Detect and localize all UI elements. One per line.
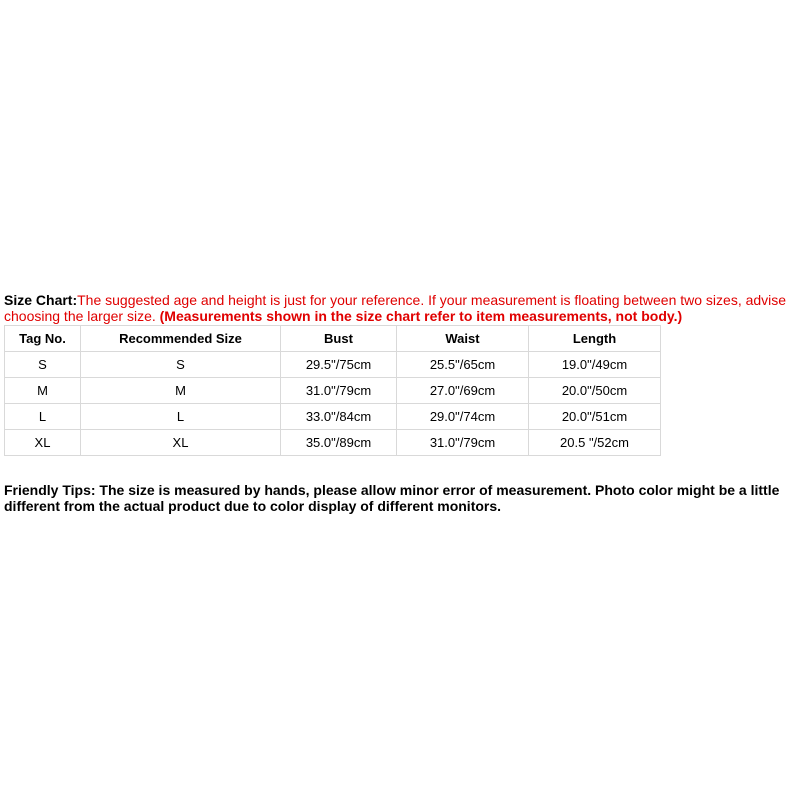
size-chart-intro xyxy=(4,292,794,324)
cell-waist: 29.0"/74cm xyxy=(397,404,529,430)
table-row xyxy=(5,352,661,378)
size-chart-description: The suggested age and height is just for your reference. If your measurement is floating between two sizes, advise choosing the larger size. xyxy=(4,292,787,324)
size-chart-note: (Measurements shown in the size chart refer to item measurements, not body.) xyxy=(159,308,683,324)
cell-recommended-size: M xyxy=(81,378,281,404)
cell-bust: 29.5"/75cm xyxy=(281,352,397,378)
header-bust: Bust xyxy=(281,326,397,352)
cell-tag-no: M xyxy=(5,378,81,404)
cell-waist: 25.5"/65cm xyxy=(397,352,529,378)
table-row xyxy=(5,378,661,404)
cell-tag-no: S xyxy=(5,352,81,378)
cell-length: 20.0"/51cm xyxy=(529,404,661,430)
cell-length: 20.5 "/52cm xyxy=(529,430,661,456)
cell-recommended-size: L xyxy=(81,404,281,430)
friendly-tips: Friendly Tips: The size is measured by hands, please allow minor error of measurement. Photo color might be a little different from the actual product due to color display of different monitors. xyxy=(4,482,780,514)
cell-waist: 27.0"/69cm xyxy=(397,378,529,404)
cell-bust: 31.0"/79cm xyxy=(281,378,397,404)
header-tag-no: Tag No. xyxy=(5,326,81,352)
header-length: Length xyxy=(529,326,661,352)
header-recommended-size: Recommended Size xyxy=(81,326,281,352)
table-row xyxy=(5,404,661,430)
cell-tag-no: L xyxy=(5,404,81,430)
table-row xyxy=(5,430,661,456)
cell-bust: 35.0"/89cm xyxy=(281,430,397,456)
header-waist: Waist xyxy=(397,326,529,352)
cell-recommended-size: S xyxy=(81,352,281,378)
cell-length: 20.0"/50cm xyxy=(529,378,661,404)
size-table xyxy=(4,325,661,456)
cell-recommended-size: XL xyxy=(81,430,281,456)
cell-tag-no: XL xyxy=(5,430,81,456)
size-chart-label: Size Chart: xyxy=(4,292,78,308)
cell-waist: 31.0"/79cm xyxy=(397,430,529,456)
cell-length: 19.0"/49cm xyxy=(529,352,661,378)
table-header-row xyxy=(5,326,661,352)
cell-bust: 33.0"/84cm xyxy=(281,404,397,430)
